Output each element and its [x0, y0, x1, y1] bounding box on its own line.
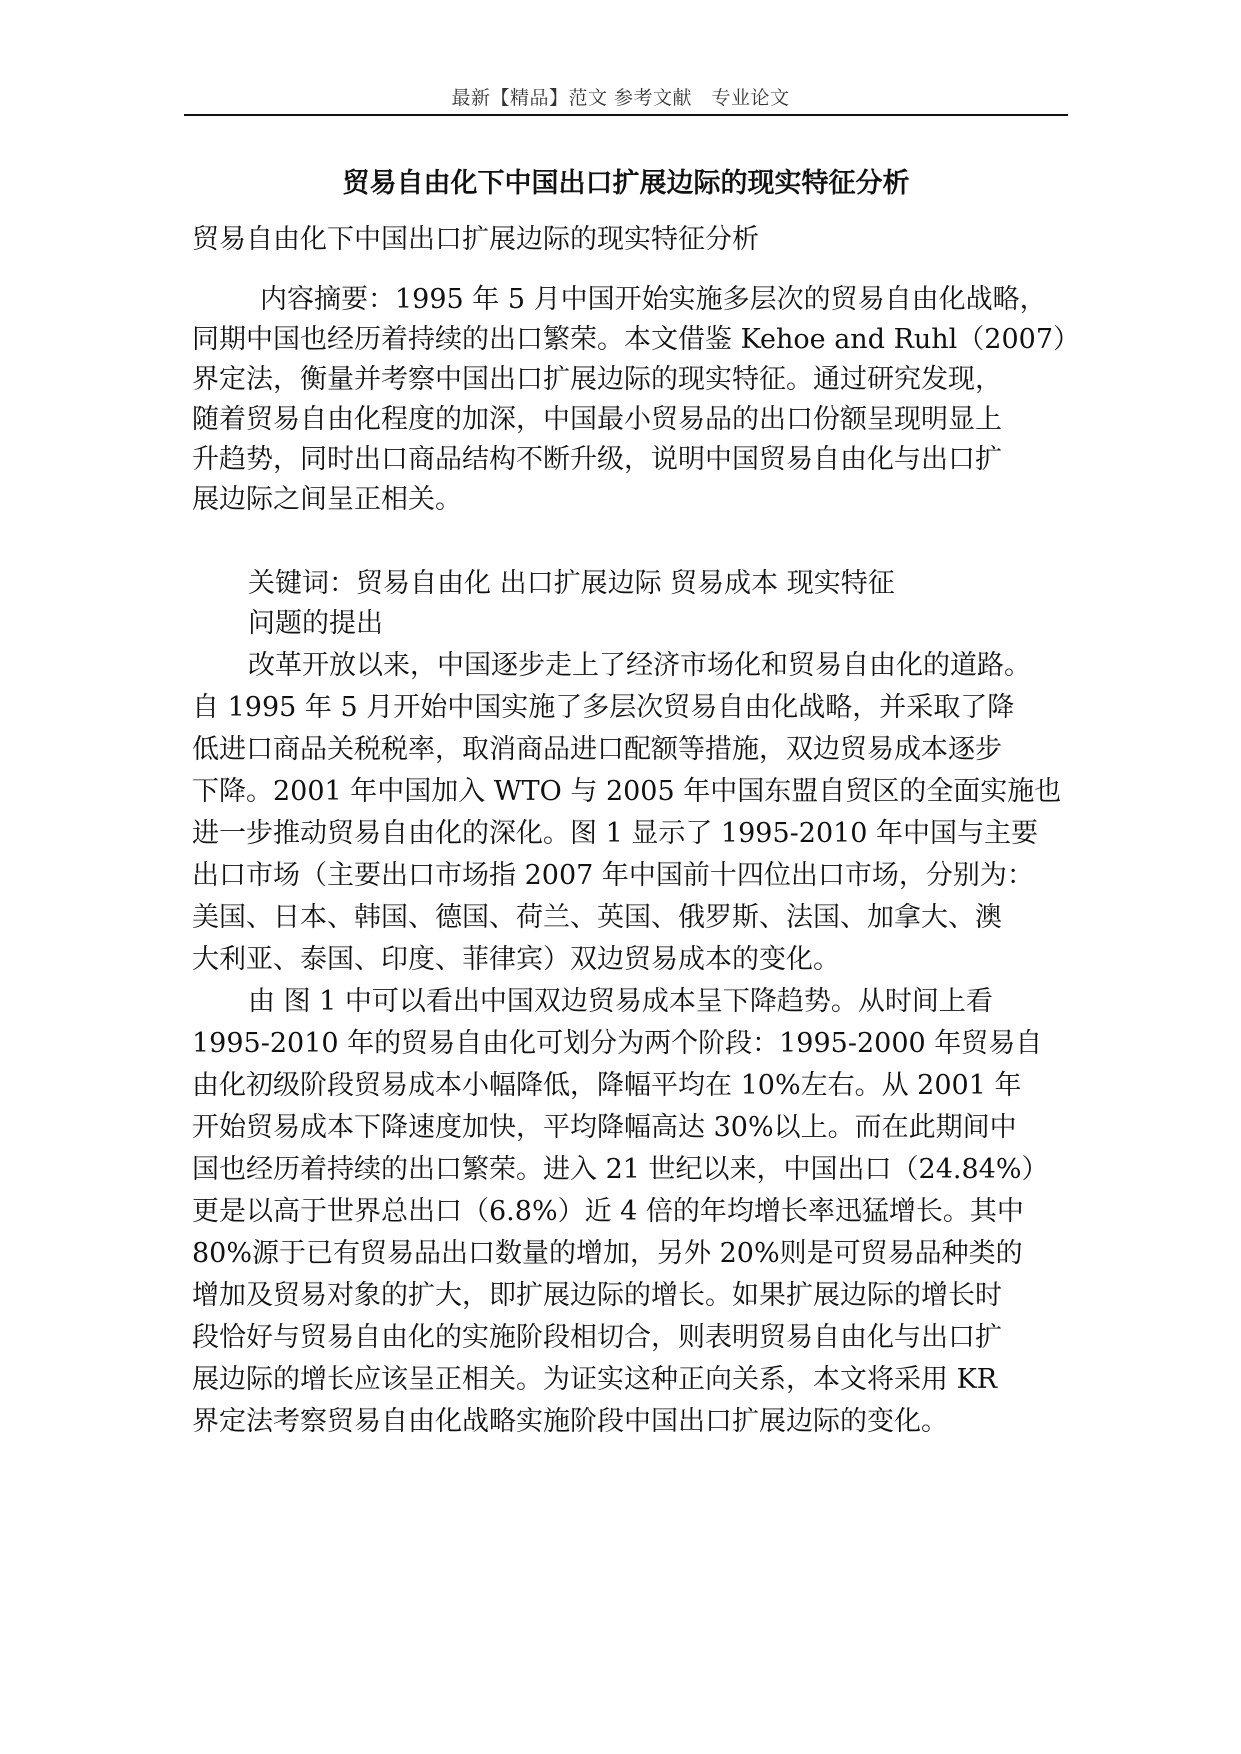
- paragraph-line: 国也经历着持续的出口繁荣。进入 21 世纪以来，中国出口（24.84%）: [192, 1154, 1049, 1185]
- paragraph-line: 展边际的增长应该呈正相关。为证实这种正向关系，本文将采用 KR: [192, 1364, 998, 1395]
- paragraph-line: 更是以高于世界总出口（6.8%）近 4 倍的年均增长率迅猛增长。其中: [192, 1196, 1024, 1227]
- abstract-line: 同期中国也经历着持续的出口繁荣。本文借鉴 Kehoe and Ruhl（2007）: [192, 324, 1081, 355]
- paragraph-line: 由化初级阶段贸易成本小幅降低，降幅平均在 10%左右。从 2001 年: [192, 1070, 1022, 1101]
- paragraph-line: 80%源于已有贸易品出口数量的增加，另外 20%则是可贸易品种类的: [192, 1238, 1023, 1269]
- abstract-line: 界定法，衡量并考察中国出口扩展边际的现实特征。通过研究发现，: [192, 364, 1002, 395]
- paragraph-line: 出口市场（主要出口市场指 2007 年中国前十四位出口市场，分别为：: [192, 860, 1034, 891]
- abstract-line: 展边际之间呈正相关。: [192, 484, 462, 515]
- keywords-line: 关键词：贸易自由化 出口扩展边际 贸易成本 现实特征: [248, 568, 895, 599]
- paragraph-line: 美国、日本、韩国、德国、荷兰、英国、俄罗斯、法国、加拿大、澳: [192, 902, 1002, 933]
- paragraph-line: 自 1995 年 5 月开始中国实施了多层次贸易自由化战略，并采取了降: [192, 692, 1015, 723]
- paragraph-line: 1995-2010 年的贸易自由化可划分为两个阶段：1995-2000 年贸易自: [192, 1028, 1043, 1059]
- page-header: 最新【精品】范文 参考文献 专业论文: [451, 87, 790, 109]
- abstract-line: 内容摘要：1995 年 5 月中国开始实施多层次的贸易自由化战略，: [260, 284, 1047, 315]
- paragraph-line: 增加及贸易对象的扩大，即扩展边际的增长。如果扩展边际的增长时: [192, 1280, 1002, 1311]
- header-divider: [184, 114, 1068, 116]
- paragraph-line: 改革开放以来，中国逐步走上了经济市场化和贸易自由化的道路。: [248, 650, 1031, 681]
- paragraph-line: 低进口商品关税税率，取消商品进口配额等措施，双边贸易成本逐步: [192, 734, 1002, 765]
- document-subtitle: 贸易自由化下中国出口扩展边际的现实特征分析: [192, 224, 759, 255]
- abstract-line: 升趋势，同时出口商品结构不断升级，说明中国贸易自由化与出口扩: [192, 444, 1002, 475]
- paragraph-line: 大利亚、泰国、印度、菲律宾）双边贸易成本的变化。: [192, 944, 840, 975]
- paragraph-line: 开始贸易成本下降速度加快，平均降幅高达 30%以上。而在此期间中: [192, 1112, 1017, 1143]
- paragraph-line: 下降。2001 年中国加入 WTO 与 2005 年中国东盟自贸区的全面实施也: [192, 776, 1062, 807]
- paragraph-line: 界定法考察贸易自由化战略实施阶段中国出口扩展边际的变化。: [192, 1406, 948, 1437]
- document-title: 贸易自由化下中国出口扩展边际的现实特征分析: [342, 168, 910, 199]
- paragraph-line: 段恰好与贸易自由化的实施阶段相切合，则表明贸易自由化与出口扩: [192, 1322, 1002, 1353]
- paragraph-line: 进一步推动贸易自由化的深化。图 1 显示了 1995-2010 年中国与主要: [192, 818, 1039, 849]
- abstract-line: 随着贸易自由化程度的加深，中国最小贸易品的出口份额呈现明显上: [192, 404, 1002, 435]
- section-heading: 问题的提出: [248, 608, 383, 639]
- paragraph-line: 由 图 1 中可以看出中国双边贸易成本呈下降趋势。从时间上看: [248, 986, 993, 1017]
